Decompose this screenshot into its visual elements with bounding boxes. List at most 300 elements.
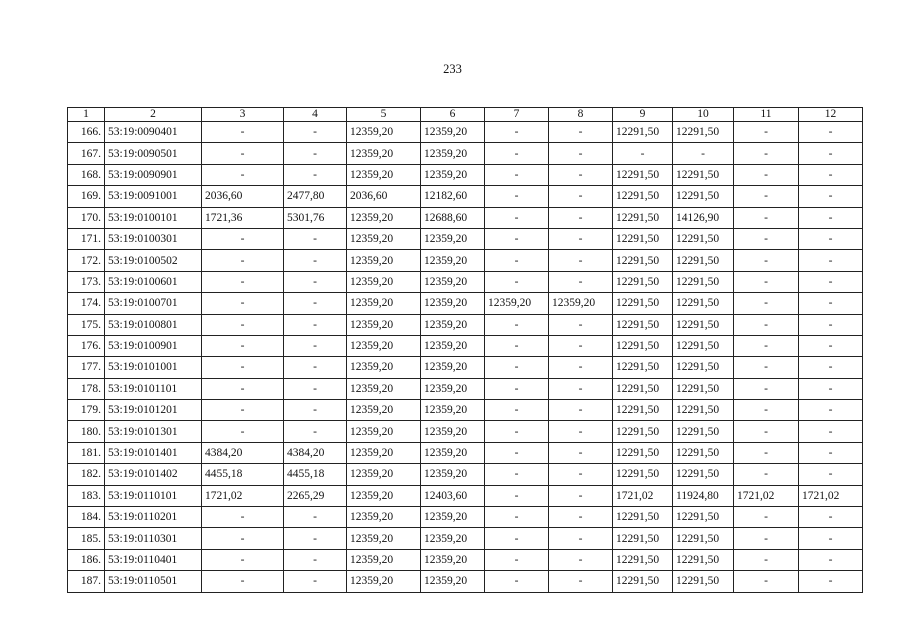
column-header: 2 bbox=[105, 108, 202, 122]
table-cell: 11924,80 bbox=[673, 485, 734, 506]
table-cell: 12359,20 bbox=[421, 507, 485, 528]
table-cell: - bbox=[549, 143, 613, 164]
table-cell: - bbox=[734, 228, 799, 249]
table-cell: 175. bbox=[68, 314, 105, 335]
table-row bbox=[68, 335, 863, 356]
table-cell: 12291,50 bbox=[613, 442, 673, 463]
table-cell: 167. bbox=[68, 143, 105, 164]
table-cell: - bbox=[284, 314, 347, 335]
table-cell: 169. bbox=[68, 186, 105, 207]
table-cell: - bbox=[734, 164, 799, 185]
table-cell: 187. bbox=[68, 571, 105, 592]
table-cell: 12359,20 bbox=[421, 293, 485, 314]
table-cell: 12359,20 bbox=[347, 549, 421, 570]
table-cell: 12359,20 bbox=[347, 357, 421, 378]
table-cell: 12359,20 bbox=[347, 228, 421, 249]
table-cell: - bbox=[549, 314, 613, 335]
table-cell: 172. bbox=[68, 250, 105, 271]
table-cell: 53:19:0110401 bbox=[105, 549, 202, 570]
table-cell: 53:19:0101101 bbox=[105, 378, 202, 399]
table-cell: 12359,20 bbox=[347, 143, 421, 164]
table-cell: 12291,50 bbox=[673, 549, 734, 570]
table-cell: - bbox=[549, 207, 613, 228]
table-cell: - bbox=[202, 335, 284, 356]
table-cell: - bbox=[734, 400, 799, 421]
table-cell: 12291,50 bbox=[613, 421, 673, 442]
table-cell: 53:19:0100101 bbox=[105, 207, 202, 228]
table-cell: - bbox=[485, 464, 549, 485]
table-cell: - bbox=[485, 549, 549, 570]
table-cell: - bbox=[202, 528, 284, 549]
table-cell: 12359,20 bbox=[421, 314, 485, 335]
table-cell: - bbox=[284, 571, 347, 592]
table-cell: 181. bbox=[68, 442, 105, 463]
table-cell: 53:19:0110501 bbox=[105, 571, 202, 592]
table-row bbox=[68, 207, 863, 228]
table-cell: 12359,20 bbox=[347, 571, 421, 592]
table-row bbox=[68, 250, 863, 271]
table-cell: 12359,20 bbox=[421, 143, 485, 164]
table-cell: - bbox=[202, 122, 284, 143]
table-cell: 185. bbox=[68, 528, 105, 549]
table-cell: 12291,50 bbox=[613, 271, 673, 292]
table-cell: 12291,50 bbox=[613, 528, 673, 549]
table-cell: - bbox=[734, 528, 799, 549]
table-cell: 12291,50 bbox=[613, 164, 673, 185]
table-cell: 12291,50 bbox=[673, 528, 734, 549]
table-cell: - bbox=[549, 164, 613, 185]
table-cell: 12359,20 bbox=[421, 400, 485, 421]
table-cell: - bbox=[613, 143, 673, 164]
table-row bbox=[68, 228, 863, 249]
table-cell: 12291,50 bbox=[613, 228, 673, 249]
table-cell: - bbox=[202, 271, 284, 292]
table-cell: - bbox=[549, 421, 613, 442]
table-cell: - bbox=[485, 378, 549, 399]
column-header: 9 bbox=[613, 108, 673, 122]
table-cell: 12359,20 bbox=[421, 250, 485, 271]
table-cell: - bbox=[284, 549, 347, 570]
table-cell: 12359,20 bbox=[347, 207, 421, 228]
table-cell: - bbox=[485, 207, 549, 228]
table-cell: 53:19:0100601 bbox=[105, 271, 202, 292]
column-header: 10 bbox=[673, 108, 734, 122]
table-cell: - bbox=[799, 314, 863, 335]
table-cell: - bbox=[734, 357, 799, 378]
table-cell: 12359,20 bbox=[421, 442, 485, 463]
table-cell: - bbox=[202, 507, 284, 528]
table-cell: - bbox=[549, 122, 613, 143]
table-cell: - bbox=[549, 442, 613, 463]
data-table bbox=[67, 107, 863, 593]
table-cell: 12291,50 bbox=[673, 464, 734, 485]
column-header: 11 bbox=[734, 108, 799, 122]
table-cell: 53:19:0110201 bbox=[105, 507, 202, 528]
table-cell: 5301,76 bbox=[284, 207, 347, 228]
table-cell: 53:19:0100901 bbox=[105, 335, 202, 356]
table-cell: 12688,60 bbox=[421, 207, 485, 228]
column-header: 3 bbox=[202, 108, 284, 122]
table-cell: - bbox=[799, 228, 863, 249]
table-cell: - bbox=[549, 250, 613, 271]
table-cell: - bbox=[202, 549, 284, 570]
table-row bbox=[68, 507, 863, 528]
table-cell: - bbox=[734, 186, 799, 207]
table-cell: - bbox=[799, 421, 863, 442]
table-cell: 170. bbox=[68, 207, 105, 228]
table-cell: - bbox=[734, 207, 799, 228]
table-cell: 12291,50 bbox=[613, 549, 673, 570]
table-cell: - bbox=[673, 143, 734, 164]
table-cell: 12291,50 bbox=[673, 378, 734, 399]
table-cell: 182. bbox=[68, 464, 105, 485]
table-cell: 12359,20 bbox=[421, 528, 485, 549]
table-cell: 53:19:0101401 bbox=[105, 442, 202, 463]
table-cell: - bbox=[284, 143, 347, 164]
table-cell: - bbox=[799, 464, 863, 485]
table-cell: 12291,50 bbox=[673, 293, 734, 314]
table-cell: 2477,80 bbox=[284, 186, 347, 207]
table-cell: - bbox=[202, 293, 284, 314]
table-cell: - bbox=[799, 528, 863, 549]
table-cell: 53:19:0110101 bbox=[105, 485, 202, 506]
table-cell: 12291,50 bbox=[613, 507, 673, 528]
table-cell: 12291,50 bbox=[613, 122, 673, 143]
table-cell: 12291,50 bbox=[673, 250, 734, 271]
table-cell: 179. bbox=[68, 400, 105, 421]
table-cell: 53:19:0101402 bbox=[105, 464, 202, 485]
table-cell: 177. bbox=[68, 357, 105, 378]
table-cell: 12359,20 bbox=[347, 293, 421, 314]
table-cell: - bbox=[485, 250, 549, 271]
table-cell: - bbox=[549, 485, 613, 506]
table-cell: - bbox=[485, 335, 549, 356]
table-cell: - bbox=[485, 400, 549, 421]
table-cell: 12359,20 bbox=[421, 421, 485, 442]
table-row bbox=[68, 485, 863, 506]
table-cell: - bbox=[284, 250, 347, 271]
table-cell: 1721,02 bbox=[202, 485, 284, 506]
table-cell: 12291,50 bbox=[613, 207, 673, 228]
table-cell: - bbox=[799, 186, 863, 207]
table-cell: - bbox=[549, 271, 613, 292]
table-cell: - bbox=[549, 549, 613, 570]
table-cell: 171. bbox=[68, 228, 105, 249]
table-cell: - bbox=[799, 164, 863, 185]
table-cell: 12359,20 bbox=[421, 164, 485, 185]
table-cell: - bbox=[202, 400, 284, 421]
table-cell: - bbox=[485, 186, 549, 207]
table-cell: 2036,60 bbox=[202, 186, 284, 207]
table-cell: - bbox=[549, 400, 613, 421]
table-cell: - bbox=[734, 549, 799, 570]
table-cell: 4455,18 bbox=[284, 464, 347, 485]
table-cell: - bbox=[799, 549, 863, 570]
table-cell: - bbox=[284, 122, 347, 143]
table-cell: 12359,20 bbox=[549, 293, 613, 314]
table-cell: 12359,20 bbox=[347, 421, 421, 442]
header-row bbox=[68, 108, 863, 122]
table-cell: 12359,20 bbox=[347, 378, 421, 399]
table-body bbox=[68, 122, 863, 593]
table-row bbox=[68, 549, 863, 570]
table-cell: 12291,50 bbox=[673, 186, 734, 207]
table-cell: 4384,20 bbox=[202, 442, 284, 463]
column-header: 5 bbox=[347, 108, 421, 122]
table-cell: 12359,20 bbox=[347, 122, 421, 143]
table-cell: 53:19:0100801 bbox=[105, 314, 202, 335]
table-cell: - bbox=[734, 378, 799, 399]
table-cell: 12291,50 bbox=[613, 314, 673, 335]
table-cell: - bbox=[799, 357, 863, 378]
table-row bbox=[68, 314, 863, 335]
table-cell: 12291,50 bbox=[673, 335, 734, 356]
table-row bbox=[68, 293, 863, 314]
table-cell: - bbox=[734, 143, 799, 164]
table-cell: 174. bbox=[68, 293, 105, 314]
table-cell: 4384,20 bbox=[284, 442, 347, 463]
column-header: 12 bbox=[799, 108, 863, 122]
table-cell: 1721,02 bbox=[613, 485, 673, 506]
table-cell: - bbox=[549, 571, 613, 592]
table-cell: - bbox=[485, 271, 549, 292]
table-cell: 12291,50 bbox=[613, 186, 673, 207]
table-cell: 53:19:0091001 bbox=[105, 186, 202, 207]
table-cell: - bbox=[284, 400, 347, 421]
table-cell: 183. bbox=[68, 485, 105, 506]
table-cell: - bbox=[549, 464, 613, 485]
table-cell: - bbox=[485, 485, 549, 506]
table-row bbox=[68, 400, 863, 421]
table-cell: - bbox=[549, 507, 613, 528]
column-header: 4 bbox=[284, 108, 347, 122]
table-cell: - bbox=[284, 335, 347, 356]
table-cell: - bbox=[284, 421, 347, 442]
table-cell: - bbox=[734, 122, 799, 143]
table-cell: 12291,50 bbox=[673, 421, 734, 442]
table-cell: 12359,20 bbox=[347, 335, 421, 356]
table-cell: 12359,20 bbox=[347, 164, 421, 185]
table-row bbox=[68, 164, 863, 185]
table-cell: - bbox=[485, 228, 549, 249]
table-cell: 12359,20 bbox=[421, 571, 485, 592]
table-cell: - bbox=[734, 293, 799, 314]
table-cell: - bbox=[799, 442, 863, 463]
table-cell: 53:19:0101201 bbox=[105, 400, 202, 421]
table-cell: 12291,50 bbox=[613, 250, 673, 271]
table-cell: - bbox=[734, 464, 799, 485]
table-cell: - bbox=[202, 378, 284, 399]
table-row bbox=[68, 464, 863, 485]
page-number: 233 bbox=[443, 62, 462, 76]
table-cell: - bbox=[485, 122, 549, 143]
table-cell: - bbox=[284, 357, 347, 378]
table-cell: - bbox=[284, 228, 347, 249]
table-cell: - bbox=[284, 293, 347, 314]
table-cell: 12359,20 bbox=[347, 314, 421, 335]
table-cell: 12359,20 bbox=[421, 378, 485, 399]
table-cell: 12291,50 bbox=[673, 314, 734, 335]
table-row bbox=[68, 528, 863, 549]
table-cell: - bbox=[485, 357, 549, 378]
table-cell: - bbox=[734, 421, 799, 442]
table-cell: 12291,50 bbox=[613, 400, 673, 421]
table-cell: - bbox=[799, 335, 863, 356]
table-cell: - bbox=[485, 442, 549, 463]
table-cell: - bbox=[202, 357, 284, 378]
table-cell: 53:19:0100301 bbox=[105, 228, 202, 249]
table-cell: 12291,50 bbox=[673, 228, 734, 249]
table-cell: 12291,50 bbox=[673, 271, 734, 292]
table-cell: 53:19:0101001 bbox=[105, 357, 202, 378]
table-cell: 12359,20 bbox=[421, 357, 485, 378]
table-cell: - bbox=[799, 250, 863, 271]
table-cell: 12291,50 bbox=[613, 293, 673, 314]
table-cell: 12291,50 bbox=[673, 507, 734, 528]
table-cell: 53:19:0100502 bbox=[105, 250, 202, 271]
table-cell: 14126,90 bbox=[673, 207, 734, 228]
table-cell: - bbox=[485, 507, 549, 528]
table-cell: - bbox=[549, 335, 613, 356]
table-cell: 53:19:0100701 bbox=[105, 293, 202, 314]
table-cell: 12359,20 bbox=[347, 400, 421, 421]
table-row bbox=[68, 442, 863, 463]
table-cell: 53:19:0090901 bbox=[105, 164, 202, 185]
table-cell: 2036,60 bbox=[347, 186, 421, 207]
table-cell: - bbox=[284, 164, 347, 185]
table-row bbox=[68, 122, 863, 143]
table-row bbox=[68, 357, 863, 378]
table-cell: 178. bbox=[68, 378, 105, 399]
table-cell: 12359,20 bbox=[485, 293, 549, 314]
table-cell: 184. bbox=[68, 507, 105, 528]
table-cell: 12359,20 bbox=[421, 464, 485, 485]
table-cell: 53:19:0090501 bbox=[105, 143, 202, 164]
table-cell: - bbox=[734, 442, 799, 463]
table-cell: 12291,50 bbox=[673, 122, 734, 143]
table-cell: - bbox=[202, 250, 284, 271]
table-cell: 12359,20 bbox=[347, 528, 421, 549]
table-cell: 12359,20 bbox=[347, 485, 421, 506]
table-cell: - bbox=[734, 335, 799, 356]
table-cell: 53:19:0110301 bbox=[105, 528, 202, 549]
table-cell: - bbox=[549, 357, 613, 378]
column-header: 7 bbox=[485, 108, 549, 122]
table-cell: 12403,60 bbox=[421, 485, 485, 506]
table-cell: - bbox=[202, 314, 284, 335]
column-header: 6 bbox=[421, 108, 485, 122]
table-cell: 4455,18 bbox=[202, 464, 284, 485]
table-cell: 12291,50 bbox=[613, 378, 673, 399]
table-cell: - bbox=[485, 421, 549, 442]
table-cell: - bbox=[799, 143, 863, 164]
table-cell: - bbox=[799, 571, 863, 592]
table-cell: 12291,50 bbox=[673, 571, 734, 592]
table-cell: 186. bbox=[68, 549, 105, 570]
table-cell: - bbox=[202, 571, 284, 592]
table-cell: 12359,20 bbox=[421, 228, 485, 249]
table-cell: - bbox=[202, 164, 284, 185]
table-cell: 12182,60 bbox=[421, 186, 485, 207]
table-row bbox=[68, 421, 863, 442]
table-row bbox=[68, 378, 863, 399]
table-row bbox=[68, 271, 863, 292]
table-header bbox=[68, 108, 863, 122]
table-cell: - bbox=[734, 571, 799, 592]
table-cell: 12291,50 bbox=[613, 464, 673, 485]
table-cell: - bbox=[284, 271, 347, 292]
table-cell: 176. bbox=[68, 335, 105, 356]
table-cell: 12359,20 bbox=[421, 335, 485, 356]
table-cell: 168. bbox=[68, 164, 105, 185]
table-cell: - bbox=[549, 228, 613, 249]
table-cell: 166. bbox=[68, 122, 105, 143]
table-cell: 12359,20 bbox=[421, 271, 485, 292]
table-cell: - bbox=[799, 293, 863, 314]
column-header: 8 bbox=[549, 108, 613, 122]
table-cell: - bbox=[734, 271, 799, 292]
table-cell: 1721,02 bbox=[799, 485, 863, 506]
table-cell: 12291,50 bbox=[673, 400, 734, 421]
table-cell: - bbox=[284, 507, 347, 528]
table-cell: - bbox=[549, 186, 613, 207]
table-cell: 12291,50 bbox=[613, 571, 673, 592]
table-cell: - bbox=[284, 528, 347, 549]
table-cell: - bbox=[202, 421, 284, 442]
table-cell: 53:19:0101301 bbox=[105, 421, 202, 442]
table-cell: 173. bbox=[68, 271, 105, 292]
table-cell: - bbox=[799, 400, 863, 421]
table-row bbox=[68, 186, 863, 207]
table-cell: - bbox=[799, 271, 863, 292]
table-cell: - bbox=[734, 250, 799, 271]
table-cell: 12291,50 bbox=[613, 335, 673, 356]
table-cell: - bbox=[485, 571, 549, 592]
table-cell: - bbox=[799, 507, 863, 528]
column-header: 1 bbox=[68, 108, 105, 122]
table-cell: - bbox=[799, 122, 863, 143]
table-cell: 12359,20 bbox=[347, 507, 421, 528]
table-cell: 12291,50 bbox=[613, 357, 673, 378]
table-cell: 2265,29 bbox=[284, 485, 347, 506]
table-cell: 1721,02 bbox=[734, 485, 799, 506]
table-cell: - bbox=[485, 528, 549, 549]
table-cell: 12291,50 bbox=[673, 357, 734, 378]
table-cell: 12359,20 bbox=[347, 442, 421, 463]
table-cell: - bbox=[734, 507, 799, 528]
table-cell: 53:19:0090401 bbox=[105, 122, 202, 143]
table-cell: - bbox=[799, 378, 863, 399]
table-cell: - bbox=[202, 143, 284, 164]
table-cell: - bbox=[485, 314, 549, 335]
table-cell: - bbox=[549, 528, 613, 549]
table-cell: 180. bbox=[68, 421, 105, 442]
table-row bbox=[68, 571, 863, 592]
table-row bbox=[68, 143, 863, 164]
table-cell: 12359,20 bbox=[421, 122, 485, 143]
table-cell: - bbox=[799, 207, 863, 228]
table-cell: - bbox=[485, 143, 549, 164]
table-cell: - bbox=[485, 164, 549, 185]
table-cell: 12359,20 bbox=[347, 250, 421, 271]
table-cell: 1721,36 bbox=[202, 207, 284, 228]
table-cell: 12291,50 bbox=[673, 164, 734, 185]
table-cell: - bbox=[202, 228, 284, 249]
table-cell: - bbox=[549, 378, 613, 399]
table-cell: 12359,20 bbox=[421, 549, 485, 570]
table-cell: 12359,20 bbox=[347, 271, 421, 292]
table-cell: 12291,50 bbox=[673, 442, 734, 463]
